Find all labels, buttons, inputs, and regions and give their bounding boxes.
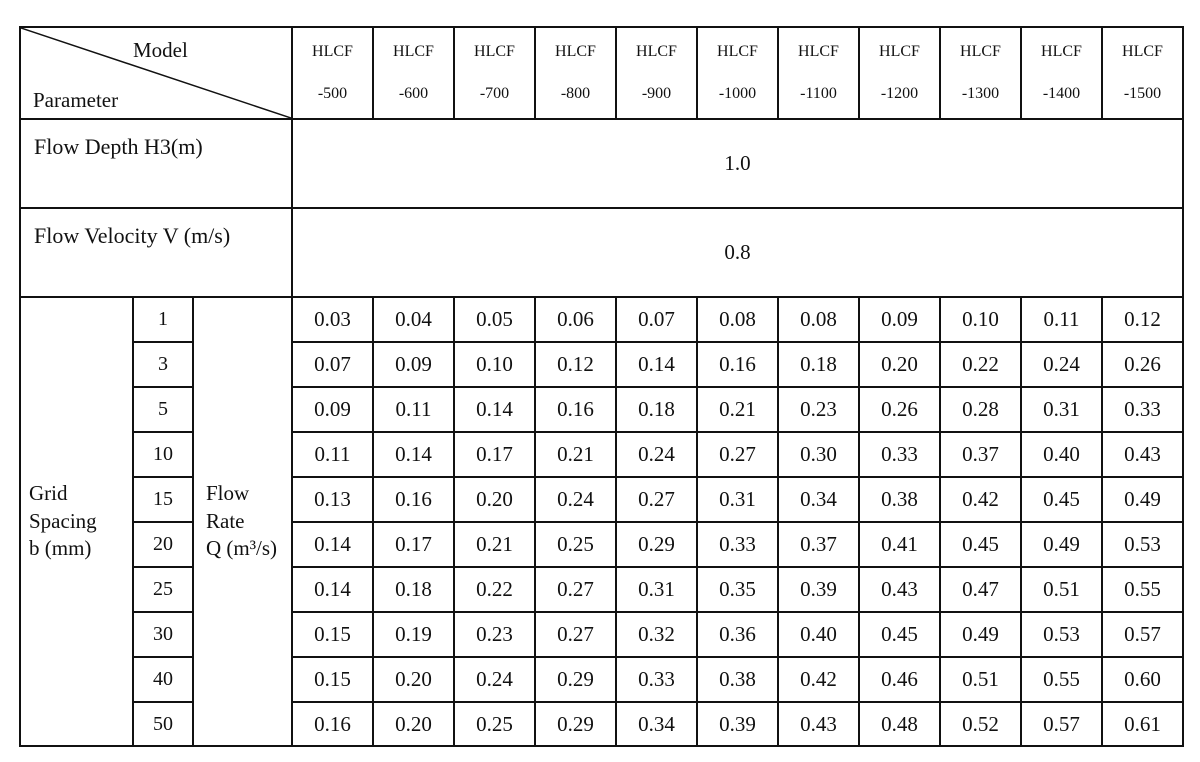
table-row [20, 297, 1183, 342]
spacing-value: 1 [133, 297, 193, 342]
flow-rate-cell: 0.29 [616, 522, 697, 567]
flow-rate-cell: 0.18 [778, 342, 859, 387]
flow-rate-cell: 0.04 [373, 297, 454, 342]
flow-rate-cell: 0.11 [373, 387, 454, 432]
model-name: HLCF [717, 43, 758, 60]
flow-rate-cell: 0.23 [778, 387, 859, 432]
flow-rate-cell: 0.17 [373, 522, 454, 567]
flow-rate-cell: 0.24 [616, 432, 697, 477]
flow-rate-cell: 0.55 [1102, 567, 1183, 612]
flow-rate-cell: 0.29 [535, 702, 616, 746]
model-size: -600 [398, 85, 429, 102]
flow-rate-cell: 0.11 [292, 432, 373, 477]
flow-rate-cell: 0.45 [1021, 477, 1102, 522]
flow-rate-cell: 0.20 [373, 702, 454, 746]
flow-rate-cell: 0.55 [1021, 657, 1102, 702]
flow-rate-cell: 0.17 [454, 432, 535, 477]
flow-rate-cell: 0.11 [1021, 297, 1102, 342]
flow-rate-cell: 0.35 [697, 567, 778, 612]
spacing-value: 40 [133, 657, 193, 702]
flow-rate-cell: 0.07 [616, 297, 697, 342]
flow-rate-cell: 0.46 [859, 657, 940, 702]
flow-rate-cell: 0.14 [373, 432, 454, 477]
flow-rate-cell: 0.42 [940, 477, 1021, 522]
flow-rate-cell: 0.43 [778, 702, 859, 746]
flow-rate-cell: 0.42 [778, 657, 859, 702]
flow-rate-cell: 0.22 [940, 342, 1021, 387]
flow-rate-cell: 0.27 [535, 567, 616, 612]
flow-rate-cell: 0.27 [535, 612, 616, 657]
flow-rate-cell: 0.38 [859, 477, 940, 522]
model-name: HLCF [555, 43, 596, 60]
model-header-cell [859, 27, 940, 119]
model-size: -800 [560, 85, 591, 102]
corner-parameter-label: Parameter [33, 88, 119, 112]
flow-rate-cell: 0.03 [292, 297, 373, 342]
flow-rate-cell: 0.16 [292, 702, 373, 746]
flow-rate-cell: 0.39 [778, 567, 859, 612]
flow-rate-cell: 0.05 [454, 297, 535, 342]
flow-rate-cell: 0.21 [697, 387, 778, 432]
flow-rate-cell: 0.49 [940, 612, 1021, 657]
model-header-cell [373, 27, 454, 119]
flow-rate-cell: 0.19 [373, 612, 454, 657]
flow-rate-cell: 0.49 [1021, 522, 1102, 567]
flow-rate-cell: 0.57 [1102, 612, 1183, 657]
model-header-cell [454, 27, 535, 119]
model-size: -1300 [961, 85, 1000, 102]
flow-rate-cell: 0.40 [1021, 432, 1102, 477]
flow-rate-cell: 0.16 [373, 477, 454, 522]
flow-rate-cell: 0.41 [859, 522, 940, 567]
flow-rate-cell: 0.45 [859, 612, 940, 657]
flow-rate-cell: 0.21 [535, 432, 616, 477]
flow-rate-cell: 0.24 [1021, 342, 1102, 387]
flow-rate-cell: 0.18 [373, 567, 454, 612]
flow-rate-label-line: Rate [206, 508, 245, 533]
flow-depth-label: Flow Depth H3(m) [20, 119, 292, 208]
model-name: HLCF [960, 43, 1001, 60]
flow-rate-cell: 0.09 [373, 342, 454, 387]
flow-rate-cell: 0.06 [535, 297, 616, 342]
flow-rate-cell: 0.40 [778, 612, 859, 657]
flow-rate-cell: 0.51 [940, 657, 1021, 702]
flow-rate-cell: 0.48 [859, 702, 940, 746]
flow-rate-cell: 0.20 [373, 657, 454, 702]
flow-depth-row [20, 119, 1183, 208]
flow-rate-cell: 0.37 [940, 432, 1021, 477]
flow-rate-cell: 0.24 [535, 477, 616, 522]
flow-rate-cell: 0.31 [1021, 387, 1102, 432]
flow-rate-cell: 0.15 [292, 657, 373, 702]
spacing-value: 50 [133, 702, 193, 746]
flow-rate-label-line: Q (m³/s) [206, 536, 278, 561]
model-header-cell [940, 27, 1021, 119]
spacing-value: 20 [133, 522, 193, 567]
header-row [20, 27, 1183, 119]
flow-rate-cell: 0.36 [697, 612, 778, 657]
spacing-value: 3 [133, 342, 193, 387]
flow-rate-cell: 0.15 [292, 612, 373, 657]
flow-rate-cell: 0.33 [1102, 387, 1183, 432]
flow-rate-cell: 0.45 [940, 522, 1021, 567]
flow-rate-cell: 0.31 [697, 477, 778, 522]
flow-rate-cell: 0.51 [1021, 567, 1102, 612]
model-header-cell [1102, 27, 1183, 119]
flow-rate-cell: 0.12 [1102, 297, 1183, 342]
model-size: -1000 [718, 85, 757, 102]
flow-rate-cell: 0.34 [778, 477, 859, 522]
model-size: -900 [641, 85, 672, 102]
flow-rate-cell: 0.33 [697, 522, 778, 567]
flow-rate-cell: 0.13 [292, 477, 373, 522]
spacing-value: 10 [133, 432, 193, 477]
flow-rate-cell: 0.12 [535, 342, 616, 387]
model-header-cell [292, 27, 373, 119]
flow-velocity-row [20, 208, 1183, 297]
flow-rate-cell: 0.49 [1102, 477, 1183, 522]
model-header-cell [616, 27, 697, 119]
spacing-value: 30 [133, 612, 193, 657]
flow-rate-cell: 0.24 [454, 657, 535, 702]
flow-rate-cell: 0.38 [697, 657, 778, 702]
flow-rate-cell: 0.10 [454, 342, 535, 387]
model-size: -500 [317, 85, 348, 102]
flow-rate-cell: 0.53 [1021, 612, 1102, 657]
flow-rate-cell: 0.20 [454, 477, 535, 522]
flow-rate-cell: 0.52 [940, 702, 1021, 746]
flow-rate-cell: 0.23 [454, 612, 535, 657]
flow-rate-cell: 0.57 [1021, 702, 1102, 746]
model-name: HLCF [312, 43, 353, 60]
flow-rate-cell: 0.09 [292, 387, 373, 432]
grid-spacing-label-line: b (mm) [29, 536, 92, 561]
spacing-value: 15 [133, 477, 193, 522]
flow-rate-cell: 0.14 [454, 387, 535, 432]
flow-rate-cell: 0.25 [535, 522, 616, 567]
model-header-cell [778, 27, 859, 119]
flow-rate-cell: 0.30 [778, 432, 859, 477]
flow-rate-cell: 0.08 [697, 297, 778, 342]
flow-rate-cell: 0.34 [616, 702, 697, 746]
spacing-value: 5 [133, 387, 193, 432]
model-size: -1500 [1123, 85, 1162, 102]
flow-rate-cell: 0.60 [1102, 657, 1183, 702]
flow-rate-cell: 0.09 [859, 297, 940, 342]
flow-rate-cell: 0.27 [697, 432, 778, 477]
flow-rate-cell: 0.37 [778, 522, 859, 567]
flow-rate-cell: 0.10 [940, 297, 1021, 342]
flow-rate-cell: 0.21 [454, 522, 535, 567]
flow-rate-cell: 0.33 [616, 657, 697, 702]
flow-rate-cell: 0.20 [859, 342, 940, 387]
flow-rate-cell: 0.18 [616, 387, 697, 432]
flow-velocity-label: Flow Velocity V (m/s) [20, 208, 292, 297]
flow-rate-cell: 0.16 [535, 387, 616, 432]
spacing-value: 25 [133, 567, 193, 612]
flow-rate-cell: 0.43 [859, 567, 940, 612]
flow-rate-cell: 0.31 [616, 567, 697, 612]
corner-header-cell [20, 27, 292, 119]
flow-rate-cell: 0.14 [292, 522, 373, 567]
flow-rate-cell: 0.28 [940, 387, 1021, 432]
model-size: -1200 [880, 85, 919, 102]
model-name: HLCF [1041, 43, 1082, 60]
flow-rate-label [193, 297, 292, 746]
grid-spacing-label [20, 297, 133, 746]
flow-rate-cell: 0.14 [292, 567, 373, 612]
flow-rate-cell: 0.32 [616, 612, 697, 657]
flow-rate-cell: 0.61 [1102, 702, 1183, 746]
model-header-cell [697, 27, 778, 119]
model-header-cell [535, 27, 616, 119]
model-name: HLCF [879, 43, 920, 60]
flow-rate-cell: 0.47 [940, 567, 1021, 612]
flow-rate-cell: 0.16 [697, 342, 778, 387]
flow-rate-cell: 0.14 [616, 342, 697, 387]
model-size: -1400 [1042, 85, 1081, 102]
flow-rate-label-line: Flow [206, 480, 250, 505]
flow-rate-cell: 0.22 [454, 567, 535, 612]
flow-spec-table [19, 26, 1184, 747]
model-size: -1100 [800, 85, 837, 102]
flow-rate-cell: 0.08 [778, 297, 859, 342]
model-name: HLCF [393, 43, 434, 60]
model-name: HLCF [1122, 43, 1163, 60]
model-header-cell [1021, 27, 1102, 119]
grid-spacing-label-line: Spacing [29, 508, 97, 533]
flow-depth-value: 1.0 [292, 119, 1183, 208]
flow-rate-cell: 0.26 [859, 387, 940, 432]
flow-rate-cell: 0.27 [616, 477, 697, 522]
flow-rate-cell: 0.53 [1102, 522, 1183, 567]
model-name: HLCF [474, 43, 515, 60]
flow-rate-cell: 0.39 [697, 702, 778, 746]
flow-rate-cell: 0.43 [1102, 432, 1183, 477]
flow-rate-cell: 0.26 [1102, 342, 1183, 387]
model-name: HLCF [636, 43, 677, 60]
flow-rate-cell: 0.07 [292, 342, 373, 387]
flow-velocity-value: 0.8 [292, 208, 1183, 297]
flow-rate-cell: 0.33 [859, 432, 940, 477]
model-name: HLCF [798, 43, 839, 60]
corner-model-label: Model [133, 38, 188, 62]
flow-rate-cell: 0.29 [535, 657, 616, 702]
grid-spacing-label-line: Grid [29, 480, 68, 505]
model-size: -700 [479, 85, 510, 102]
flow-rate-cell: 0.25 [454, 702, 535, 746]
